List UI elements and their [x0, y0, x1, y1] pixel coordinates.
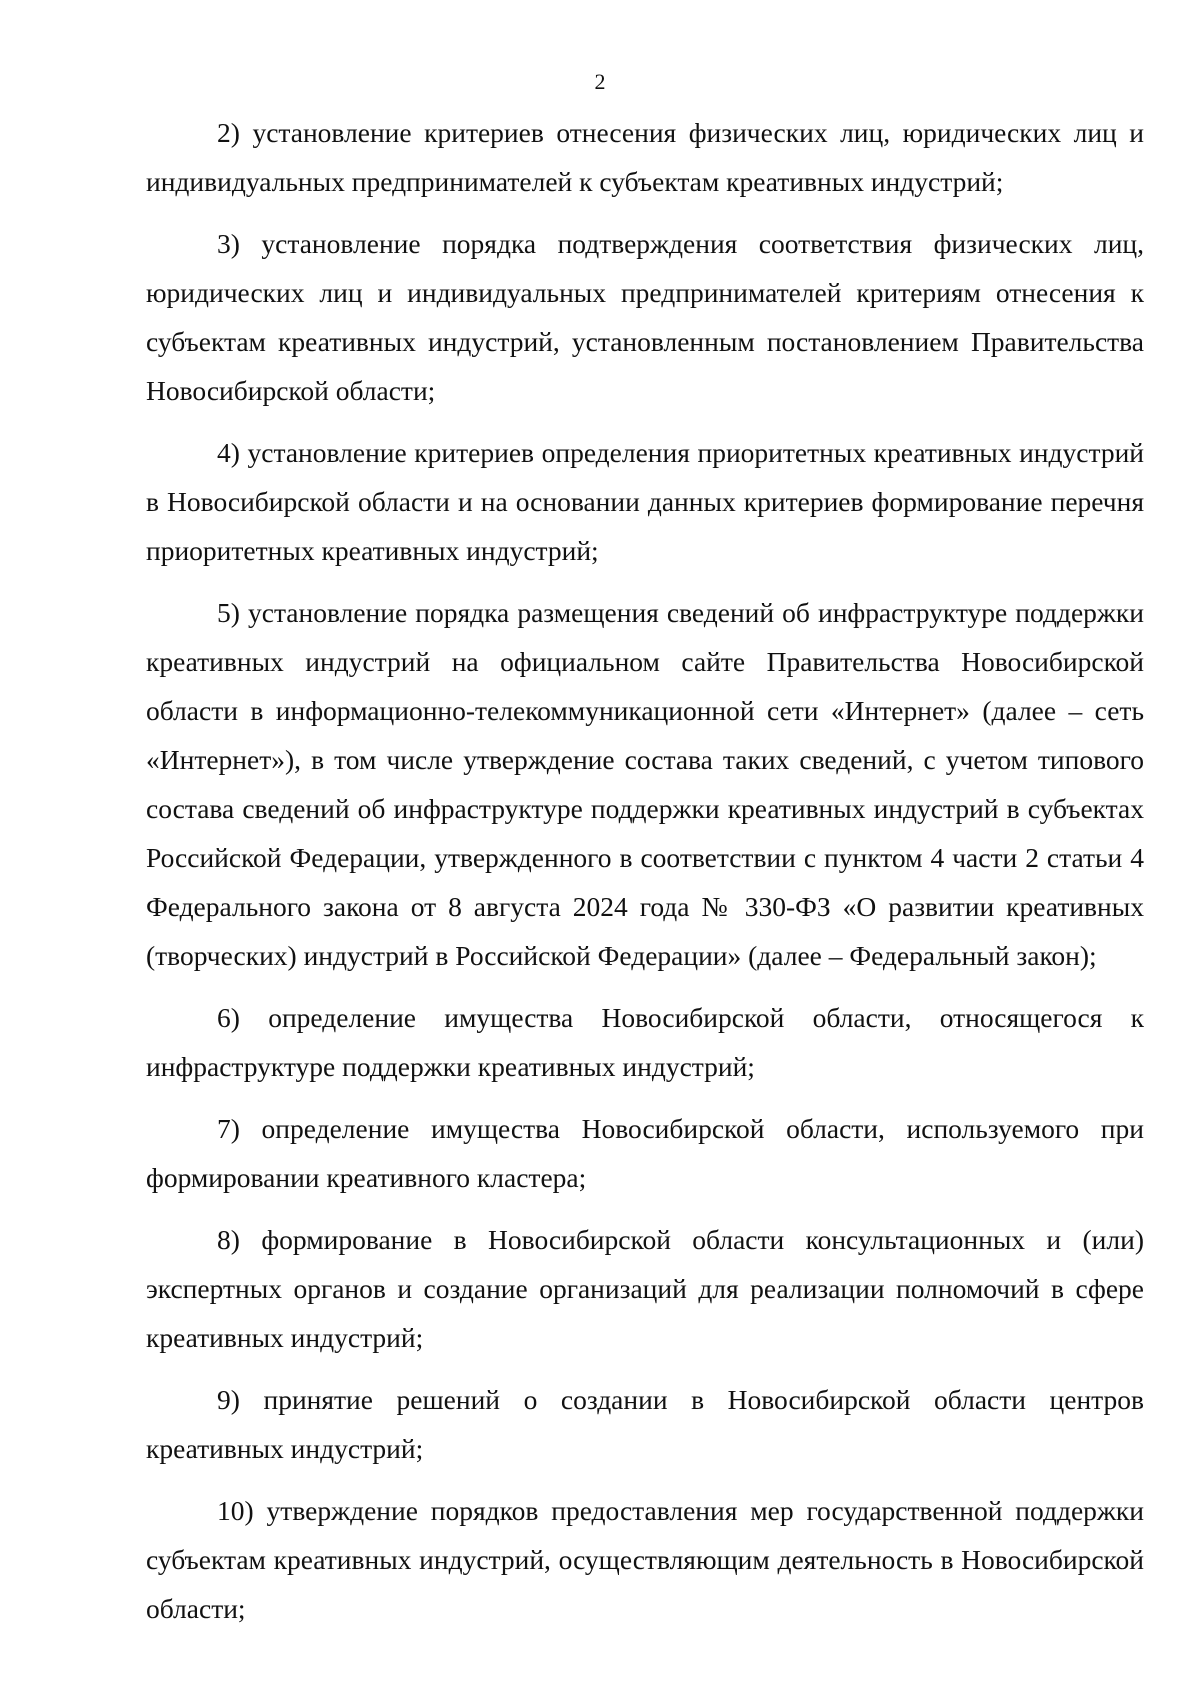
- list-item-number: 3): [217, 228, 240, 259]
- list-item-number: 8): [217, 1224, 240, 1255]
- list-item-text: установление порядка подтверждения соответствия физических лиц, юридических лиц и индивидуальных предпринимателей критериям отнесения к субъектам креативных индустрий, установленным постановлением Правительства Новосибирской области;: [146, 228, 1144, 406]
- list-item-number: 5): [217, 597, 240, 628]
- list-item-number: 7): [217, 1113, 240, 1144]
- list-item-text: утверждение порядков предоставления мер государственной поддержки субъектам креативных индустрий, осуществляющим деятельность в Новосибирской области;: [146, 1495, 1144, 1624]
- list-item-text: установление критериев отнесения физических лиц, юридических лиц и индивидуальных предпринимателей к субъектам креативных индустрий;: [146, 117, 1144, 197]
- list-item: [146, 219, 1144, 415]
- document-body: [146, 108, 1144, 1646]
- list-item: [146, 1215, 1144, 1362]
- list-item-number: 6): [217, 1002, 240, 1033]
- list-item: [146, 993, 1144, 1091]
- list-item-number: 9): [217, 1384, 240, 1415]
- list-item: [146, 108, 1144, 206]
- list-item-text: установление порядка размещения сведений об инфраструктуре поддержки креативных индустрий на официальном сайте Правительства Новосибирской области в информационно-телекоммуникационной сети «Интернет» (далее – сеть «Интернет»), в том числе утверждение состава таких сведений, с учетом типового состава сведений об инфраструктуре поддержки креативных индустрий в субъектах Российской Федерации, утвержденного в соответствии с пунктом 4 части 2 статьи 4 Федерального закона от 8 августа 2024 года № 330-ФЗ «О развитии креативных (творческих) индустрий в Российской Федерации» (далее – Федеральный закон);: [146, 597, 1145, 971]
- list-item-text: установление критериев определения приоритетных креативных индустрий в Новосибирской области и на основании данных критериев формирование перечня приоритетных креативных индустрий;: [146, 437, 1145, 566]
- list-item-number: 4): [217, 437, 240, 468]
- list-item-text: определение имущества Новосибирской области, используемого при формировании креативного кластера;: [146, 1113, 1144, 1193]
- page-number: 2: [594, 69, 606, 94]
- list-item-number: 10): [217, 1495, 254, 1526]
- list-item-text: принятие решений о создании в Новосибирской области центров креативных индустрий;: [146, 1384, 1144, 1464]
- list-item: [146, 1486, 1144, 1633]
- list-item: [146, 588, 1144, 980]
- list-item: [146, 1104, 1144, 1202]
- list-item: [146, 428, 1144, 575]
- list-item-text: формирование в Новосибирской области консультационных и (или) экспертных органов и создание организаций для реализации полномочий в сфере креативных индустрий;: [146, 1224, 1144, 1353]
- list-item-text: определение имущества Новосибирской области, относящегося к инфраструктуре поддержки креативных индустрий;: [146, 1002, 1145, 1082]
- list-item: [146, 1375, 1144, 1473]
- list-item-number: 2): [217, 117, 240, 148]
